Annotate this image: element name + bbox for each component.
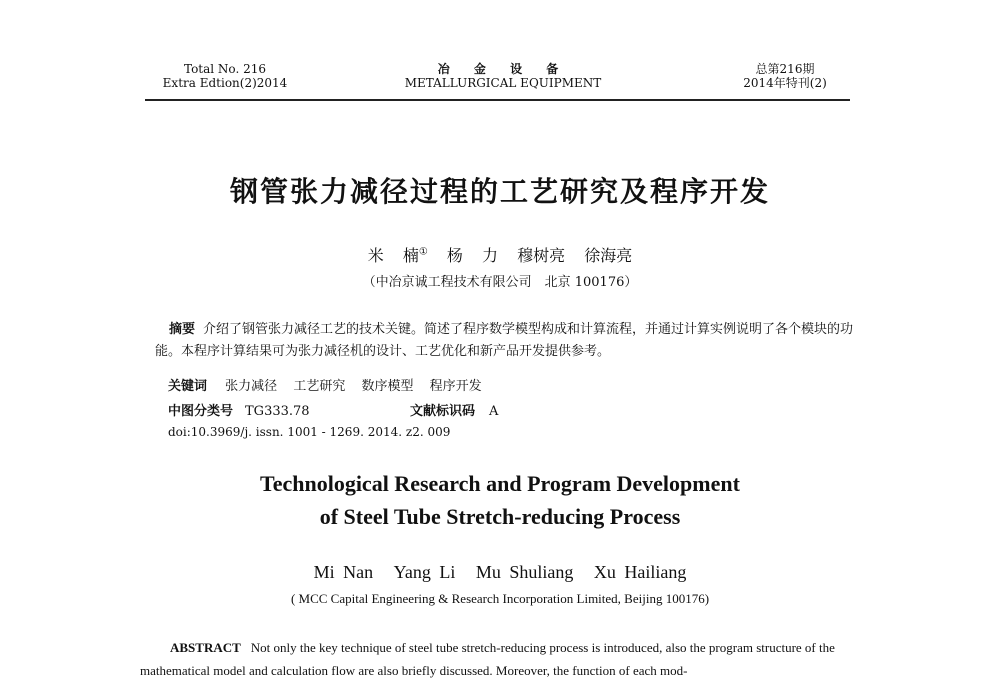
title-cn: 钢管张力减径过程的工艺研究及程序开发 bbox=[229, 175, 770, 208]
keyword: 数序模型 bbox=[361, 379, 414, 394]
running-header-left bbox=[150, 62, 300, 90]
classification bbox=[168, 400, 310, 419]
author-cn: 徐海亮 bbox=[584, 246, 633, 265]
author-cn: 杨 力 bbox=[446, 246, 499, 265]
authors-en bbox=[0, 562, 1000, 583]
edition-label: Extra Edtion(2)2014 bbox=[162, 76, 288, 90]
keyword: 张力减径 bbox=[225, 379, 278, 394]
authors-cn bbox=[0, 243, 1000, 266]
running-header-right bbox=[720, 62, 850, 90]
affiliation-cn: （中冶京诚工程技术有限公司 北京 100176） bbox=[362, 275, 638, 290]
author-en: Mu Shuliang bbox=[475, 562, 574, 582]
title-en-line: of Steel Tube Stretch-reducing Process bbox=[319, 504, 681, 529]
document-code bbox=[410, 400, 498, 419]
author-note-marker: ① bbox=[418, 246, 428, 258]
abstract-en-text: Not only the key technique of steel tube stretch-reducing process is introduced, also the program structure of the mathematical model and calculation flow are also briefly discussed. Moreover, the function of each mod- bbox=[140, 640, 835, 678]
running-header-journal bbox=[378, 62, 628, 90]
keyword: 程序开发 bbox=[429, 379, 482, 394]
author-en: Mi Nan bbox=[313, 562, 374, 582]
keywords-label: 关键词 bbox=[168, 379, 208, 394]
journal-name-en: METALLURGICAL EQUIPMENT bbox=[404, 76, 602, 90]
abstract-cn-label: 摘要 bbox=[169, 322, 196, 337]
doc-code-label: 文献标识码 bbox=[410, 404, 476, 419]
issue-number: Total No. 216 bbox=[184, 62, 266, 76]
doi: doi:10.3969/j. issn. 1001 - 1269. 2014. z2. 009 bbox=[168, 425, 451, 439]
header-rule bbox=[145, 99, 850, 101]
classification-label: 中图分类号 bbox=[168, 404, 234, 419]
total-issue-cn: 总第216期 bbox=[755, 62, 815, 76]
classification-value: TG333.78 bbox=[245, 404, 310, 419]
special-issue-cn: 2014年特刊(2) bbox=[743, 76, 827, 90]
journal-name-cn: 冶 金 设 备 bbox=[437, 62, 569, 76]
author-cn: 米 楠 bbox=[367, 246, 419, 265]
abstract-en-label: ABSTRACT bbox=[170, 640, 241, 655]
keyword: 工艺研究 bbox=[293, 379, 346, 394]
author-en: Xu Hailiang bbox=[593, 562, 687, 582]
title-en bbox=[0, 467, 1000, 533]
author-en: Yang Li bbox=[393, 562, 456, 582]
doc-code-value: A bbox=[489, 404, 499, 419]
abstract-cn-text: 介绍了钢管张力减径工艺的技术关键。简述了程序数学模型构成和计算流程，并通过计算实例说明了各个模块的功能。本程序计算结果可为张力减径机的设计、工艺优化和新产品开发提供参考。 bbox=[155, 322, 854, 359]
affiliation-en: ( MCC Capital Engineering & Research Incorporation Limited, Beijing 100176) bbox=[290, 591, 710, 606]
keywords bbox=[168, 375, 494, 394]
title-en-line: Technological Research and Program Development bbox=[260, 471, 740, 496]
author-cn: 穆树亮 bbox=[517, 246, 566, 265]
abstract-cn bbox=[155, 319, 855, 363]
abstract-en bbox=[140, 636, 854, 682]
